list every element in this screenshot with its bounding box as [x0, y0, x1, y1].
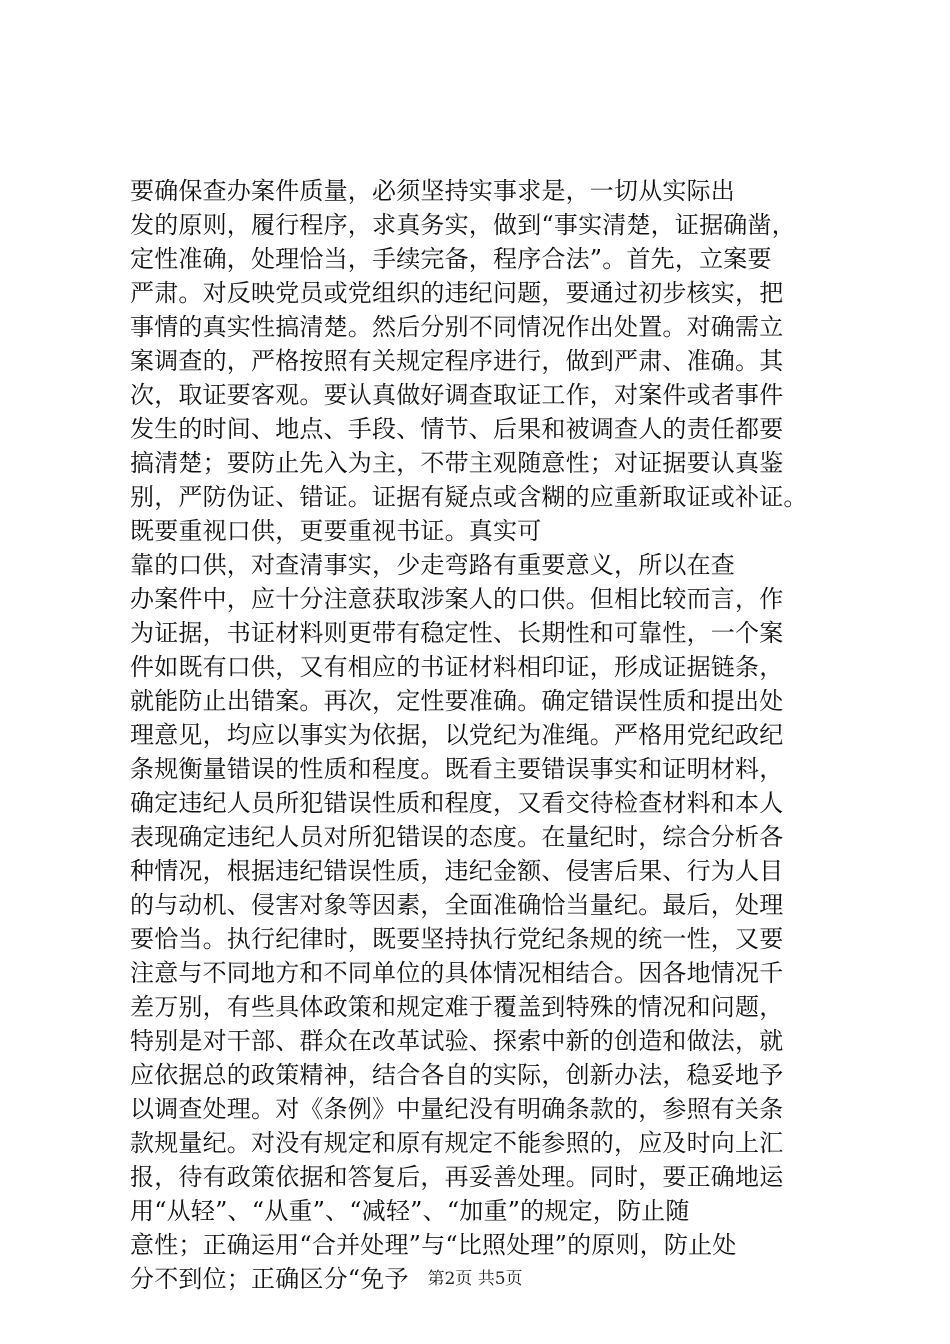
- text-line: 定性准确，处理恰当，手续完备，程序合法”。首先，立案要: [130, 245, 772, 273]
- text-line: 要确保查办案件质量，必须坚持实事求是，一切从实际出: [130, 177, 735, 205]
- text-line: 分不到位；正确区分“免予: [130, 1265, 409, 1293]
- text-line: 理意见，均应以事实为依据，以党纪为准绳。严格用党纪政纪: [130, 721, 784, 749]
- text-line: 报，待有政策依据和答复后，再妥善处理。同时，要正确地运: [130, 1163, 784, 1191]
- text-line: 案调查的，严格按照有关规定程序进行，做到严肃、准确。其: [130, 347, 784, 375]
- text-line: 确定违纪人员所犯错误性质和程度，又看交待检查材料和本人: [130, 789, 784, 817]
- text-line: 件如既有口供，又有相应的书证材料相印证，形成证据链条，: [130, 653, 784, 681]
- body-text: [130, 174, 820, 1296]
- text-line: 意性；正确运用“合并处理”与“比照处理”的原则，防止处: [130, 1231, 737, 1259]
- text-line: 注意与不同地方和不同单位的具体情况相结合。因各地情况千: [130, 959, 784, 987]
- text-line: 表现确定违纪人员对所犯错误的态度。在量纪时，综合分析各: [130, 823, 784, 851]
- text-line: 条规衡量错误的性质和程度。既看主要错误事实和证明材料，: [130, 755, 784, 783]
- text-line: 发生的时间、地点、手段、情节、后果和被调查人的责任都要: [130, 415, 784, 443]
- text-line: 为证据，书证材料则更带有稳定性、长期性和可靠性，一个案: [130, 619, 784, 647]
- text-line: 靠的口供，对查清事实，少走弯路有重要意义，所以在查: [130, 551, 735, 579]
- text-line: 办案件中，应十分注意获取涉案人的口供。但相比较而言，作: [130, 585, 784, 613]
- text-line: 事情的真实性搞清楚。然后分别不同情况作出处置。对确需立: [130, 313, 784, 341]
- text-line: 种情况，根据违纪错误性质，违纪金额、侵害后果、行为人目: [130, 857, 784, 885]
- text-line: 就能防止出错案。再次，定性要准确。确定错误性质和提出处: [130, 687, 784, 715]
- text-line: 以调查处理。对《条例》中量纪没有明确条款的，参照有关条: [130, 1095, 784, 1123]
- text-line: 应依据总的政策精神，结合各自的实际，创新办法，稳妥地予: [130, 1061, 784, 1089]
- text-line: 的与动机、侵害对象等因素，全面准确恰当量纪。最后，处理: [130, 891, 784, 919]
- text-line: 既要重视口供，更要重视书证。真实可: [130, 517, 542, 545]
- text-line: 特别是对干部、群众在改革试验、探索中新的创造和做法，就: [130, 1027, 784, 1055]
- page-number: 第2页 共5页: [427, 1269, 523, 1289]
- text-line: 款规量纪。对没有规定和原有规定不能参照的，应及时向上汇: [130, 1129, 784, 1157]
- page-footer: [0, 1268, 950, 1290]
- text-line: 搞清楚；要防止先入为主，不带主观随意性；对证据要认真鉴: [130, 449, 784, 477]
- text-line: 别，严防伪证、错证。证据有疑点或含糊的应重新取证或补证。: [130, 483, 808, 511]
- text-line: 发的原则，履行程序，求真务实，做到“事实清楚，证据确凿，: [130, 211, 796, 239]
- text-line: 要恰当。执行纪律时，既要坚持执行党纪条规的统一性，又要: [130, 925, 784, 953]
- text-line: 次，取证要客观。要认真做好调查取证工作，对案件或者事件: [130, 381, 784, 409]
- text-line: 差万别，有些具体政策和规定难于覆盖到特殊的情况和问题，: [130, 993, 784, 1021]
- text-line: 用“从轻”、“从重”、“减轻”、“加重”的规定，防止随: [130, 1197, 690, 1225]
- text-line: 严肃。对反映党员或党组织的违纪问题，要通过初步核实，把: [130, 279, 784, 307]
